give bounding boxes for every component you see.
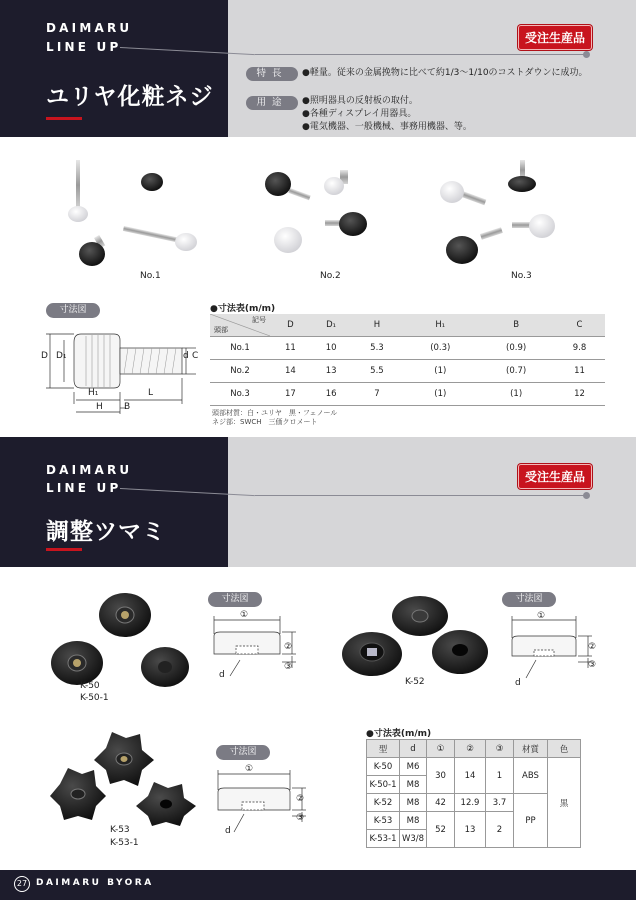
- table-cell: 9.8: [554, 336, 605, 359]
- table-cell: PP: [514, 794, 548, 848]
- page-title: ユリヤ化粧ネジ: [46, 84, 214, 110]
- dim-d: d: [183, 351, 189, 361]
- photo-caption-no1: No.1: [140, 271, 161, 281]
- section2-title: 調整ツマミ: [46, 519, 166, 545]
- screw-no1-group: [68, 160, 197, 266]
- table-cell: K-50: [367, 758, 400, 776]
- table-cell: 30: [427, 758, 455, 794]
- knob-k50-bottom-left: [51, 641, 103, 685]
- col-header: ②: [455, 740, 486, 758]
- table-cell: 42: [427, 794, 455, 812]
- drawing-label: 寸法図: [46, 303, 100, 318]
- use-item: ●電気機器、一般機械、事務用機器、等。: [302, 122, 472, 132]
- table-cell: M6: [400, 758, 427, 776]
- knob-k53-right: [136, 782, 196, 826]
- knob-photos-k50: [45, 585, 200, 695]
- table-row: [210, 336, 605, 359]
- brand-daimaru: DAIMARU: [46, 463, 133, 477]
- table-cell: 7: [351, 382, 402, 405]
- table-row: [367, 758, 581, 776]
- knob-k53-left: [50, 768, 106, 820]
- mark-d: d: [515, 678, 521, 688]
- mark-3: ③: [588, 660, 597, 670]
- table-cell: ABS: [514, 758, 548, 794]
- dim-D: D: [41, 351, 48, 361]
- mark-3: ③: [284, 662, 293, 672]
- table-cell: 14: [455, 758, 486, 794]
- corner-bottom-label: 頭部: [214, 325, 228, 334]
- table-cell: 16: [311, 382, 352, 405]
- table-cell: 52: [427, 812, 455, 848]
- col-header: d: [400, 740, 427, 758]
- knob-k52-top: [392, 596, 448, 636]
- dim-C: C: [192, 351, 199, 361]
- knob-k50-bottom-right: [141, 647, 189, 687]
- table-cell: 11: [554, 359, 605, 382]
- k50-dimension-drawing: [200, 608, 310, 690]
- table-cell: 11: [270, 336, 311, 359]
- table-cell: 10: [311, 336, 352, 359]
- table-cell: 12.9: [455, 794, 486, 812]
- brand-rule-long: [255, 54, 585, 55]
- knob-k52-right: [432, 630, 488, 674]
- screw-dimension-table: [210, 314, 605, 406]
- table-cell: K-53: [367, 812, 400, 830]
- knob-photos-k53: [50, 728, 200, 828]
- table-cell: 14: [270, 359, 311, 382]
- table-cell: (1): [402, 382, 478, 405]
- screw-dimension-drawing: [36, 322, 206, 422]
- table-cell: 17: [270, 382, 311, 405]
- drawing-label-k53: 寸法図: [216, 745, 270, 760]
- caption-k53-1: K-53-1: [110, 838, 139, 848]
- title-underline: [46, 117, 82, 120]
- col-header: B: [478, 314, 554, 336]
- table-header-row: [210, 314, 605, 336]
- table-cell: 13: [311, 359, 352, 382]
- use-item: ●照明器具の反射板の取付。: [302, 96, 418, 106]
- product-photos-screws: [50, 150, 590, 275]
- made-to-order-badge: 受注生産品: [518, 25, 592, 50]
- table-cell: (1): [402, 359, 478, 382]
- section2-header-gray: [228, 437, 636, 567]
- corner-top-label: 記号: [252, 316, 266, 324]
- knob-k53-top: [94, 732, 154, 786]
- photo-caption-no3: No.3: [511, 271, 532, 281]
- brand-rule-dot: [583, 51, 590, 58]
- col-header: D₁: [311, 314, 352, 336]
- table-cell: M8: [400, 812, 427, 830]
- mark-d: d: [219, 670, 225, 680]
- table-cell: K-52: [367, 794, 400, 812]
- table-cell: (0.9): [478, 336, 554, 359]
- dim-H: H: [96, 402, 103, 412]
- table1-title: ●寸法表(m/m): [210, 304, 276, 314]
- col-header: 色: [548, 740, 581, 758]
- table-cell: 13: [455, 812, 486, 848]
- dim-B: B: [124, 402, 131, 412]
- material-note: 頭部材質：白・ユリヤ 黒・フェノール: [212, 409, 338, 417]
- brand-lineup: LINE UP: [46, 40, 122, 54]
- table-cell: K-50-1: [367, 776, 400, 794]
- col-header: 型: [367, 740, 400, 758]
- knob-k52-left: [342, 632, 402, 676]
- feature-tag: 特長: [246, 67, 298, 81]
- dim-D1: D₁: [56, 351, 67, 361]
- photo-caption-no2: No.2: [320, 271, 341, 281]
- brand-rule-dot: [583, 492, 590, 499]
- knob-dimension-table: [366, 739, 581, 848]
- table-cell: M8: [400, 776, 427, 794]
- table-cell: 5.5: [351, 359, 402, 382]
- table-cell: (0.3): [402, 336, 478, 359]
- knob-photos-k52: [340, 590, 495, 680]
- section2-header-dark: [0, 437, 228, 567]
- row-name: No.3: [210, 382, 270, 405]
- row-name: No.2: [210, 359, 270, 382]
- table-row: [210, 382, 605, 405]
- caption-k53: K-53: [110, 825, 130, 835]
- table2-title: ●寸法表(m/m): [366, 729, 432, 739]
- table-cell: M8: [400, 794, 427, 812]
- title-underline: [46, 548, 82, 551]
- screw-no2-group: [265, 170, 367, 253]
- brand-rule-long: [255, 495, 585, 496]
- table-header-row: [367, 740, 581, 758]
- mark-2: ②: [284, 642, 293, 652]
- table-cell: (0.7): [478, 359, 554, 382]
- row-name: No.1: [210, 336, 270, 359]
- made-to-order-badge: 受注生産品: [518, 464, 592, 489]
- table-corner: [210, 314, 270, 336]
- material-note: ネジ部：SWCH 三価クロメート: [212, 418, 318, 426]
- table-cell: 5.3: [351, 336, 402, 359]
- mark-2: ②: [588, 642, 597, 652]
- caption-k50: K-50: [80, 681, 100, 691]
- mark-3: ③: [296, 813, 305, 823]
- table-cell: W3/8: [400, 830, 427, 848]
- caption-k52: K-52: [405, 677, 425, 687]
- footer-brand: DAIMARU BYORA: [36, 878, 154, 888]
- page-number: 27: [14, 876, 30, 892]
- col-header: C: [554, 314, 605, 336]
- feature-text: ●軽量。従来の金属挽物に比べて約1/3～1/10のコストダウンに成功。: [302, 68, 588, 78]
- table-cell: 1: [486, 758, 514, 794]
- dim-H1: H₁: [88, 388, 99, 398]
- mark-2: ②: [296, 794, 305, 804]
- screw-no3-group: [440, 160, 555, 264]
- table-row: [210, 359, 605, 382]
- table-cell: (1): [478, 382, 554, 405]
- drawing-label-k50: 寸法図: [208, 592, 262, 607]
- caption-k50-1: K-50-1: [80, 693, 109, 703]
- col-header: H: [351, 314, 402, 336]
- drawing-label-k52: 寸法図: [502, 592, 556, 607]
- brand-daimaru: DAIMARU: [46, 21, 133, 35]
- dim-L: L: [148, 388, 154, 398]
- mark-1: ①: [537, 611, 546, 621]
- table-cell: 2: [486, 812, 514, 848]
- col-header: H₁: [402, 314, 478, 336]
- table-cell: 12: [554, 382, 605, 405]
- brand-lineup: LINE UP: [46, 481, 122, 495]
- col-header: ①: [427, 740, 455, 758]
- table-cell: 3.7: [486, 794, 514, 812]
- knob-k50-top: [99, 593, 151, 637]
- table-cell: K-53-1: [367, 830, 400, 848]
- use-item: ●各種ディスプレイ用器具。: [302, 109, 417, 119]
- table-cell: 黒: [548, 758, 581, 848]
- mark-1: ①: [245, 764, 254, 774]
- col-header: 材質: [514, 740, 548, 758]
- mark-d: d: [225, 826, 231, 836]
- col-header: ③: [486, 740, 514, 758]
- use-tag: 用途: [246, 96, 298, 110]
- col-header: D: [270, 314, 311, 336]
- mark-1: ①: [240, 610, 249, 620]
